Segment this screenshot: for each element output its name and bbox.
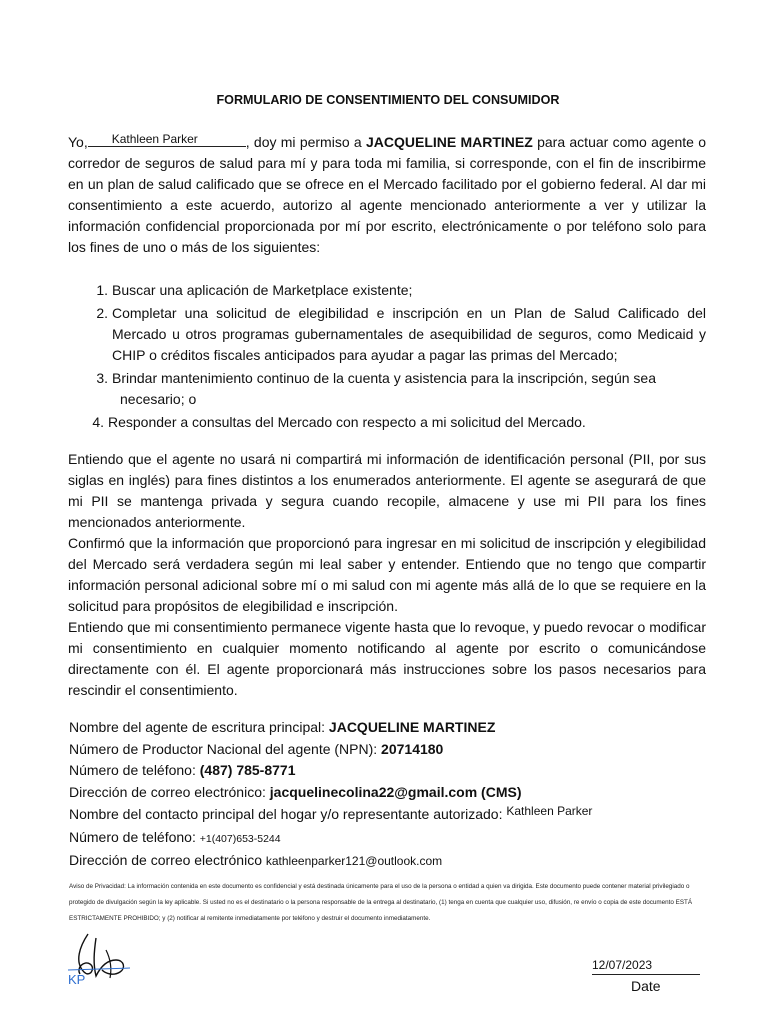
page-title: FORMULARIO DE CONSENTIMIENTO DEL CONSUMIDOR — [216, 93, 560, 107]
intro-rest: para actuar como agente o corredor de seguros de salud para mí y para toda mi familia, si corresponde, con el fin de inscribirme en un plan de salud calificado que se ofrece en el Mercado facilitado por el gobierno federal. Al dar mi consentimiento a este acuerdo, autorizo al agente mencionado anteriormente a ver y utilizar la información confidencial proporcionada por mí por escrito, electrónicamente o por teléfono solo para los fines de uno o más de los siguientes: — [68, 134, 706, 255]
agent-email-label: Dirección de correo electrónico: — [69, 784, 270, 801]
list-item-number: 1. — [96, 282, 108, 298]
household-phone-label: Número de teléfono: — [69, 828, 200, 845]
list-item-text: Completar una solicitud de elegibilidad e inscripción en un Plan de Salud Calificado del Mercado u otros programas gubernamentales de asequibilidad de seguros, como Medicaid y CHIP o créditos fiscales anticipados para ayudar a pagar las primas del Mercado; — [112, 305, 706, 363]
agent-email-row — [69, 782, 709, 804]
terms-paragraphs — [68, 449, 706, 701]
list-item — [86, 412, 706, 433]
contact-info — [69, 717, 709, 873]
agent-name-value: JACQUELINE MARTINEZ — [328, 719, 496, 735]
npn-row — [69, 739, 709, 761]
intro-agent-name: JACQUELINE MARTINEZ — [365, 134, 533, 150]
privacy-notice: Aviso de Privacidad: La información contenida en este documento es confidencial y está destinada únicamente para el uso de la persona o entidad a quien va dirigida. Este documento puede contener material privilegiado o protegido de divulgación según la ley aplicable. Si usted no es el destinatario o la persona responsable de la entrega al destinatario, (1) tenga en cuenta que cualquier uso, difusión, re envío o copia de este documento ESTÁ ESTRICTAMENTE PROHIBIDO; y (2) notificar al remitente inmediatamente por teléfono y destruir el documento inmediatamente. — [69, 883, 693, 922]
npn-value: 20714180 — [381, 740, 444, 757]
household-email-row — [69, 850, 709, 873]
agent-phone-value: (487) 785-8771 — [199, 762, 296, 779]
npn-label: Número de Productor Nacional del agente (NPN): — [69, 740, 382, 757]
household-email-label: Dirección de correo electrónico — [69, 852, 266, 869]
list-item-number: 3. — [96, 370, 108, 386]
consumer-name-field — [88, 132, 246, 147]
household-contact-row — [69, 804, 709, 827]
paragraph-revocation: Entiendo que mi consentimiento permanece vigente hasta que lo revoque, y puedo revocar o modificar mi consentimiento en cualquier momento notificando al agente por escrito o comunicándose directamente con él. El agente proporcionará más instrucciones sobre los pasos necesarios para rescindir el consentimiento. — [68, 619, 706, 698]
date-underline — [592, 974, 700, 975]
intro-prefix: Yo, — [68, 134, 88, 150]
list-item-text: Responder a consultas del Mercado con respecto a mi solicitud del Mercado. — [108, 414, 586, 430]
list-item-text: Buscar una aplicación de Marketplace existente; — [112, 282, 413, 298]
household-phone-value: +1(407)653-5244 — [199, 832, 281, 845]
list-item-continuation: necesario; o — [120, 391, 197, 407]
paragraph-pii: Entiendo que el agente no usará ni compartirá mi información de identificación personal (PII, por sus siglas en inglés) para fines distintos a los enumerados anteriormente. El agente se asegurará de que mi PII se mantenga privada y segura cuando recopile, almacene y use mi PII para los fines mencionados anteriormente. — [68, 451, 706, 530]
paragraph-accuracy: Confirmó que la información que proporcionó para ingresar en mi solicitud de inscripción y elegibilidad del Mercado será verdadera según mi leal saber y entender. Entiendo que no tengo que compartir información personal adicional sobre mí o mi salud con mi agente más allá de lo que se requiere en la solicitud para propósitos de elegibilidad e inscripción. — [68, 535, 706, 614]
purposes-list — [90, 280, 706, 435]
date-value: 12/07/2023 — [592, 958, 653, 972]
intro-paragraph — [68, 132, 706, 258]
list-item — [90, 303, 706, 366]
date-label: Date — [631, 978, 661, 994]
list-item — [90, 368, 706, 410]
household-phone-row — [69, 827, 709, 851]
list-item-text: Brindar mantenimiento continuo de la cuenta y asistencia para la inscripción, según sea — [112, 370, 656, 386]
household-contact-value: Kathleen Parker — [506, 803, 593, 818]
household-email-value: kathleenparker121@outlook.com — [265, 854, 443, 869]
consumer-name-value: Kathleen Parker — [111, 132, 198, 146]
initials-label: KP — [68, 972, 86, 987]
agent-name-label: Nombre del agente de escritura principal: — [69, 719, 329, 735]
list-item-number: 2. — [96, 305, 108, 321]
agent-email-value: jacquelinecolina22@gmail.com (CMS) — [269, 784, 522, 801]
intro-after-name: , doy mi permiso a — [245, 134, 366, 150]
agent-name-row — [69, 717, 709, 739]
list-item-number: 4. — [92, 414, 104, 430]
list-item — [90, 280, 706, 301]
household-contact-label: Nombre del contacto principal del hogar y/o representante autorizado: — [69, 805, 507, 822]
agent-phone-label: Número de teléfono: — [69, 762, 200, 779]
agent-phone-row — [69, 760, 709, 782]
